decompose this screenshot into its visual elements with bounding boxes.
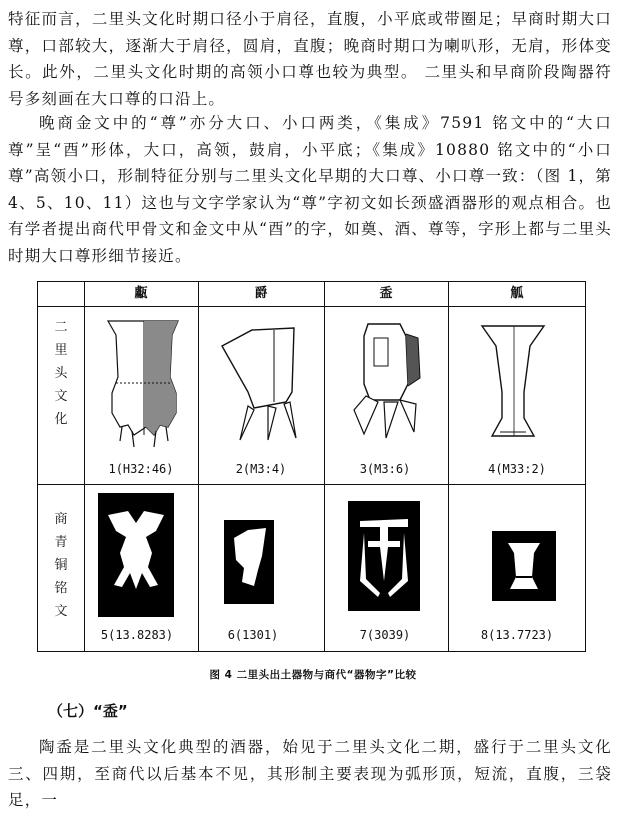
paragraph-1: 特征而言，二里头文化时期口径小于肩径，直腹，小平底或带圈足；早商时期大口尊，口部较大，逐渐大于肩径，圆肩，直腹；晚商时期口为喇叭形，无肩，形体变长。此外，二里头文化时期的高领小口尊也较为典型。 二里头和早商阶段陶器符号多刻画在大口尊的口沿上。 bbox=[8, 10, 612, 108]
rubbing-glyph-6 bbox=[224, 520, 274, 604]
rubbing-glyph-8 bbox=[492, 531, 556, 601]
rubbing-glyph-5 bbox=[98, 493, 174, 617]
caption-item-1: 1(H32:46) bbox=[108, 462, 174, 476]
grid-line bbox=[38, 306, 585, 307]
grid-line bbox=[198, 282, 199, 651]
caption-item-3: 3(M3:6) bbox=[359, 462, 411, 476]
column-head-gu: 觚 bbox=[510, 286, 524, 301]
grid-line bbox=[324, 282, 325, 651]
caption-item-8: 8(13.7723) bbox=[480, 628, 554, 642]
grid-line bbox=[84, 282, 85, 651]
row-head-shang-bronze: 商 青 铜 铭 文 bbox=[54, 512, 68, 619]
grid-line bbox=[448, 282, 449, 651]
gu-vessel-drawing bbox=[478, 322, 548, 442]
figure-table bbox=[37, 281, 586, 652]
caption-item-7: 7(3039) bbox=[359, 628, 411, 642]
paragraph-2: 晚商金文中的“尊”亦分大口、小口两类，《集成》7591 铭文中的“大口尊”呈“酉”形体，大口，高领，鼓肩，小平底；《集成》10880 铭文中的“小口尊”高领小口，形制特征分别与二里头文化早期的大口尊、小口尊一致：（图 1，第 4、5、10、11）这也与文字学家认为“尊”字初文如长颈盛酒器形的观点相合。也有学者提出商代甲骨文和金文中从“酉”的字，如奠、酒、尊等，字形上都与二里头时期大口尊形细节接近。 bbox=[8, 114, 612, 265]
caption-item-2: 2(M3:4) bbox=[235, 462, 287, 476]
he-vessel-drawing bbox=[344, 320, 434, 440]
grid-line bbox=[38, 484, 585, 485]
caption-item-5: 5(13.8283) bbox=[100, 628, 174, 642]
row-head-erlitou: 二 里 头 文 化 bbox=[54, 320, 68, 427]
yan-vessel-drawing bbox=[104, 315, 184, 455]
caption-item-6: 6(1301) bbox=[227, 628, 279, 642]
figure-caption: 图 4 二里头出土器物与商代“器物字”比较 bbox=[209, 669, 417, 681]
paragraph-3: 陶盉是二里头文化典型的酒器，始见于二里头文化二期，盛行于二里头文化三、四期，至商代以后基本不见，其形制主要表现为弧形顶，短流，直腹，三袋足，一 bbox=[8, 738, 612, 809]
section-heading: （七）“盉” bbox=[48, 702, 128, 720]
column-head-he: 盉 bbox=[379, 286, 393, 301]
column-head-yan: 甗 bbox=[134, 286, 148, 301]
column-head-jue: 爵 bbox=[254, 286, 268, 301]
jue-vessel-drawing bbox=[218, 322, 308, 442]
rubbing-glyph-7 bbox=[348, 501, 420, 611]
caption-item-4: 4(M33:2) bbox=[488, 462, 546, 476]
